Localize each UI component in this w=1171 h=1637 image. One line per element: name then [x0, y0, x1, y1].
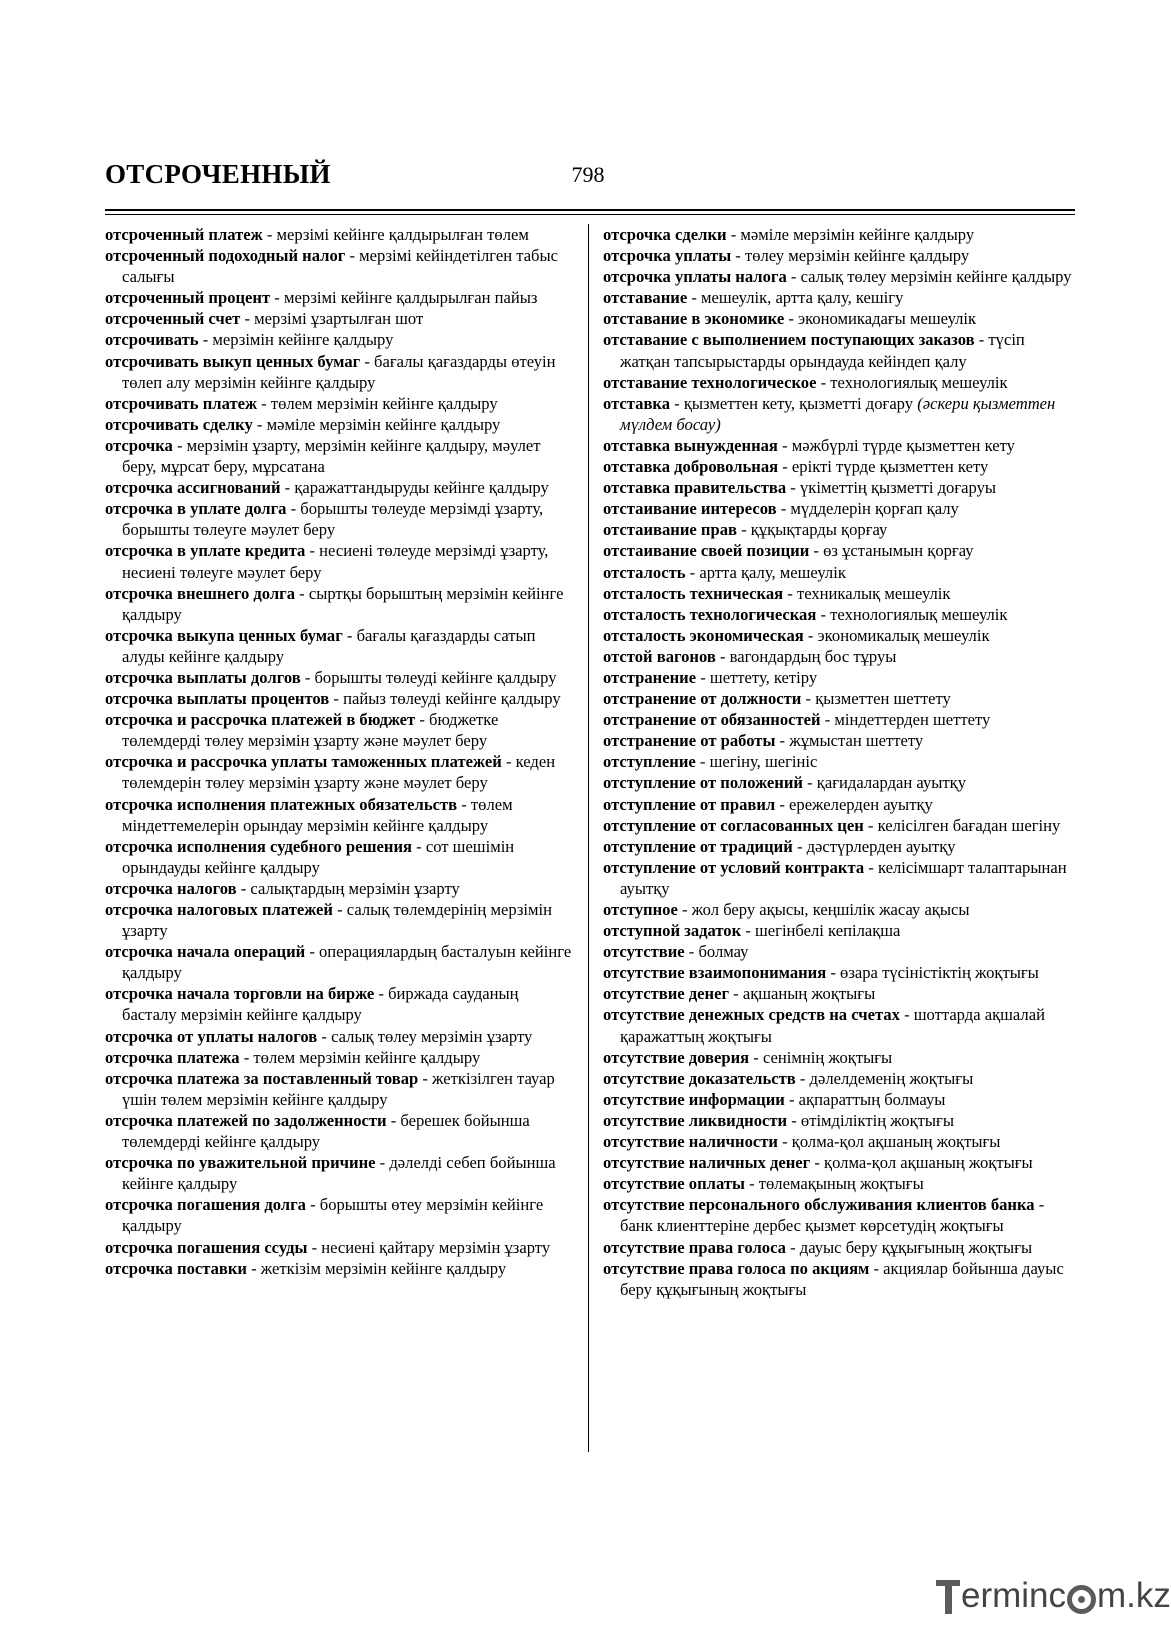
dictionary-entry — [603, 1004, 1075, 1046]
entry-term: отсрочка исполнения судебного решения — [105, 836, 412, 856]
dictionary-entry — [603, 329, 1075, 371]
dictionary-entry — [603, 857, 1075, 899]
entry-definition: - салық төлеу мерзімін кейінге қалдыру — [786, 267, 1072, 287]
dictionary-entry — [603, 372, 1075, 393]
left-column — [105, 224, 577, 1279]
dictionary-entry — [105, 540, 577, 582]
dictionary-entry — [603, 625, 1075, 646]
dictionary-entry — [603, 604, 1075, 625]
header-rule-thick — [105, 209, 1075, 211]
entry-term: отсрочка платежа — [105, 1047, 240, 1067]
entry-term: отстранение от должности — [603, 689, 802, 709]
entry-term: отсрочка платежа за поставленный товар — [105, 1068, 419, 1088]
entry-definition: - мешеулік, артта қалу, кешігу — [687, 288, 904, 308]
dictionary-entry — [105, 1068, 577, 1110]
entry-term: отсутствие — [603, 942, 685, 962]
entry-definition: - құқықтарды қорғау — [736, 520, 888, 540]
entry-definition: - өтімділіктің жоқтығы — [787, 1110, 955, 1130]
dictionary-entry — [105, 287, 577, 308]
entry-definition: - артта қалу, мешеулік — [685, 562, 846, 582]
entry-definition: - борышты өтеу мерзімін кейінге қалдыру — [122, 1195, 544, 1236]
dictionary-entry — [105, 1258, 577, 1279]
entry-term: отступление от правил — [603, 794, 776, 814]
entry-definition: - пайыз төлеуді кейінге қалдыру — [329, 689, 561, 709]
entry-term: отсутствие права голоса — [603, 1237, 786, 1257]
dictionary-entry — [603, 962, 1075, 983]
entry-term: отступное — [603, 900, 678, 919]
dictionary-entry — [105, 329, 577, 350]
entry-term: отставание технологическое — [603, 372, 817, 392]
entry-term: отставание — [603, 288, 688, 308]
dictionary-entry — [603, 498, 1075, 519]
entry-definition: - жеткізім мерзімін кейінге қалдыру — [246, 1258, 507, 1278]
entry-definition: - төлеу мерзімін кейінге қалдыру — [731, 246, 970, 266]
entry-term: отступной задаток — [603, 921, 742, 941]
entry-definition: - техникалық мешеулік — [783, 583, 951, 603]
entry-term: отсрочка в уплате долга — [105, 499, 287, 519]
entry-note: (әскери қызметтен мүлдем босау) — [620, 393, 1056, 434]
entry-definition: - несиені қайтару мерзімін ұзарту — [307, 1237, 551, 1257]
entry-term: отсрочка по уважительной причине — [105, 1153, 376, 1173]
entry-definition: - түсіп жатқан тапсырыстарды орындауда кейіндеп қалу — [620, 330, 1025, 371]
entry-term: отсутствие информации — [603, 1089, 785, 1109]
entry-term: отсутствие права голоса по акциям — [603, 1258, 870, 1278]
entry-term: отсрочка платежей по задолженности — [105, 1110, 387, 1130]
watermark-text-end: m.kz — [1097, 1576, 1171, 1615]
dictionary-entry — [603, 540, 1075, 561]
termincom-watermark-logo — [936, 1570, 1171, 1622]
entry-term: отсрочка выкупа ценных бумаг — [105, 625, 343, 645]
dictionary-entry — [105, 688, 577, 709]
entry-term: отставание в экономике — [603, 309, 785, 329]
dictionary-entry — [603, 815, 1075, 836]
entry-term: отсрочка внешнего долга — [105, 583, 296, 603]
entry-definition: - мерзімі ұзартылған шот — [240, 309, 424, 329]
entry-term: отставка добровольная — [603, 457, 779, 477]
entry-definition: - ақпараттың болмауы — [784, 1089, 946, 1109]
entry-definition: - қолма-қол ақшаның жоқтығы — [777, 1132, 1001, 1152]
entry-term: отсутствие доверия — [603, 1047, 750, 1067]
watermark-o-glyph — [1067, 1585, 1096, 1614]
entry-definition: - берешек бойынша төлемдерді кейінге қалдыру — [122, 1110, 530, 1152]
entry-term: отсрочивать выкуп ценных бумаг — [105, 351, 361, 371]
dictionary-entry — [105, 836, 577, 878]
entry-definition: - жол беру ақысы, кеңшілік жасау ақысы — [677, 900, 970, 919]
dictionary-entry — [105, 878, 577, 899]
dictionary-entry — [105, 667, 577, 688]
entry-definition: - болмау — [684, 942, 749, 962]
dictionary-entry — [603, 456, 1075, 477]
dictionary-entry — [105, 414, 577, 435]
entry-term: отсрочка погашения долга — [105, 1195, 306, 1215]
dictionary-entry — [105, 709, 577, 751]
entry-definition: - несиені төлеуде мерзімді ұзарту, несиені төлеуге мәулет беру — [122, 541, 549, 582]
entry-definition: - дәлелдеменің жоқтығы — [795, 1068, 974, 1088]
entry-term: отсутствие наличных денег — [603, 1153, 811, 1173]
dictionary-entry — [603, 1068, 1075, 1089]
dictionary-entry — [603, 794, 1075, 815]
entry-term: отстаивание своей позиции — [603, 541, 810, 561]
header-rule-thin — [105, 214, 1075, 215]
entry-term: отсрочка — [105, 435, 173, 455]
entry-definition: - дәстүрлерден ауытқу — [792, 836, 956, 856]
entry-term: отсталость технологическая — [603, 604, 817, 624]
entry-term: отстранение от работы — [603, 731, 776, 751]
entry-term: отставка — [603, 393, 671, 413]
dictionary-entry — [105, 1194, 577, 1236]
entry-term: отсроченный счет — [105, 309, 241, 329]
dictionary-entry — [603, 1194, 1075, 1236]
dictionary-entry — [603, 1131, 1075, 1152]
dictionary-entry — [105, 583, 577, 625]
entry-term: отступление от согласованных цен — [603, 815, 864, 835]
entry-term: отстранение от обязанностей — [603, 710, 821, 730]
dictionary-entry — [105, 224, 577, 245]
entry-definition: - салықтардың мерзімін ұзарту — [236, 878, 460, 898]
dictionary-entry — [603, 245, 1075, 266]
entry-definition: - салық төлемдерінің мерзімін ұзарту — [122, 900, 552, 941]
entry-definition: - борышты төлеуді кейінге қалдыру — [300, 667, 557, 687]
dictionary-entry — [105, 899, 577, 941]
dictionary-entry — [603, 287, 1075, 308]
dictionary-entry — [603, 1047, 1075, 1068]
entry-definition: - өзара түсіністіктің жоқтығы — [826, 963, 1039, 983]
dictionary-entry — [603, 667, 1075, 688]
entry-definition: - экономикадағы мешеулік — [784, 309, 977, 329]
entry-term: отсрочка ассигнований — [105, 478, 281, 498]
entry-definition: - операциялардың басталуын кейінге қалдыру — [122, 942, 572, 983]
dictionary-entry — [105, 308, 577, 329]
entry-term: отсрочка поставки — [105, 1258, 247, 1278]
dictionary-entry — [105, 941, 577, 983]
entry-term: отставание с выполнением поступающих заказов — [603, 330, 975, 350]
entry-term: отсутствие персонального обслуживания клиентов банка — [603, 1195, 1035, 1215]
entry-term: отсрочка выплаты процентов — [105, 689, 330, 709]
watermark-t-glyph — [936, 1578, 960, 1614]
entry-term: отсрочивать — [105, 330, 199, 350]
entry-definition: - ерікті түрде қызметтен кету — [778, 457, 989, 477]
entry-term: отсталость — [603, 562, 686, 582]
entry-definition: - технологиялық мешеулік — [816, 604, 1008, 624]
entry-term: отсталость экономическая — [603, 625, 804, 645]
entry-definition: - қызметтен шеттету — [801, 689, 951, 709]
dictionary-entry — [105, 625, 577, 667]
entry-term: отстаивание прав — [603, 520, 737, 540]
entry-term: отсроченный платеж — [105, 225, 263, 244]
entry-definition: - салық төлеу мерзімін ұзарту — [317, 1026, 533, 1046]
dictionary-entry — [603, 836, 1075, 857]
entry-term: отступление от традиций — [603, 836, 793, 856]
entry-term: отсутствие наличности — [603, 1132, 778, 1152]
entry-definition: - мерзімі кейінге қалдырылған төлем — [262, 225, 529, 244]
entry-definition: - экономикалық мешеулік — [803, 625, 990, 645]
entry-term: отсталость техническая — [603, 583, 784, 603]
dictionary-entry — [105, 393, 577, 414]
dictionary-entry — [105, 1026, 577, 1047]
entry-definition: - дауыс беру құқығының жоқтығы — [785, 1237, 1033, 1257]
dictionary-entry — [105, 1110, 577, 1152]
dictionary-entry — [603, 941, 1075, 962]
entry-definition: - қағидалардан ауытқу — [802, 773, 966, 793]
page-header-word: ОТСРОЧЕННЫЙ — [105, 159, 331, 189]
entry-term: отсрочка уплаты — [603, 246, 732, 266]
entry-definition: - қызметтен кету, қызметті доғару — [670, 393, 918, 413]
dictionary-entry — [603, 1237, 1075, 1258]
entry-term: отстой вагонов — [603, 646, 716, 666]
entry-term: отсрочка в уплате кредита — [105, 541, 306, 561]
entry-term: отсроченный процент — [105, 288, 271, 308]
entry-definition: - мерзімін ұзарту, мерзімін кейінге қалдыру, мәулет беру, мұрсат беру, мұрсатана — [122, 435, 541, 477]
entry-definition: - ақшаның жоқтығы — [729, 984, 876, 1004]
dictionary-entry — [603, 709, 1075, 730]
entry-term: отсутствие оплаты — [603, 1174, 745, 1194]
dictionary-entry — [603, 308, 1075, 329]
entry-definition: - жұмыстан шеттету — [775, 731, 924, 751]
entry-term: отсрочка сделки — [603, 225, 727, 244]
entry-term: отступление — [603, 752, 696, 772]
entry-term: отсутствие доказательств — [603, 1068, 796, 1088]
entry-definition: - мүдделерін қорғап қалу — [776, 499, 959, 519]
entry-definition: - технологиялық мешеулік — [816, 372, 1008, 392]
right-column — [603, 224, 1075, 1300]
entry-term: отставка вынужденная — [603, 435, 778, 455]
entry-term: отсрочка налогов — [105, 878, 237, 898]
entry-definition: - акциялар бойынша дауыс беру құқығының жоқтығы — [620, 1258, 1064, 1299]
dictionary-entry — [603, 983, 1075, 1004]
entry-term: отсрочивать платеж — [105, 393, 258, 413]
entry-definition: - төлемақының жоқтығы — [744, 1174, 924, 1194]
dictionary-entry — [603, 1089, 1075, 1110]
entry-definition: - мәміле мерзімін кейінге қалдыру — [726, 225, 975, 244]
dictionary-entry — [105, 498, 577, 540]
dictionary-entry — [105, 435, 577, 477]
dictionary-entry — [105, 1237, 577, 1258]
dictionary-entry — [105, 983, 577, 1025]
entry-term: отстаивание интересов — [603, 499, 777, 519]
entry-definition: - кеден төлемдерін төлеу мерзімін ұзарту және мәулет беру — [122, 752, 556, 793]
entry-definition: - сенімнің жоқтығы — [749, 1047, 893, 1067]
dictionary-entry — [603, 519, 1075, 540]
entry-definition: - борышты төлеуде мерзімді ұзарту, борышты төлеуге мәулет беру — [122, 499, 544, 540]
dictionary-entry — [105, 1152, 577, 1194]
dictionary-entry — [603, 224, 1075, 245]
dictionary-entry — [603, 583, 1075, 604]
entry-definition: - мәжбүрлі түрде қызметтен кету — [777, 435, 1015, 455]
entry-definition: - банк клиенттеріне дербес қызмет көрсетудің жоқтығы — [620, 1195, 1045, 1236]
entry-definition: - үкіметтің қызметті доғаруы — [786, 478, 997, 498]
entry-definition: - шеттету, кетіру — [696, 667, 818, 687]
entry-definition: - дәлелді себеп бойынша кейінге қалдыру — [122, 1153, 556, 1194]
entry-term: отступление от условий контракта — [603, 857, 865, 877]
dictionary-entry — [603, 266, 1075, 287]
entry-definition: - сот шешімін орындауды кейінге қалдыру — [122, 836, 515, 877]
entry-term: отсрочка начала торговли на бирже — [105, 984, 375, 1004]
entry-term: отсрочка от уплаты налогов — [105, 1026, 318, 1046]
entry-definition: - бағалы қағаздарды сатып алуды кейінге қалдыру — [122, 625, 536, 666]
entry-term: отсрочка выплаты долгов — [105, 667, 301, 687]
entry-definition: - бюджетке төлемдерді төлеу мерзімін ұзарту және мәулет беру — [122, 710, 499, 751]
dictionary-entry — [603, 435, 1075, 456]
entry-definition: - келісімшарт талаптарынан ауытқу — [620, 857, 1067, 898]
entry-definition: - мәміле мерзімін кейінге қалдыру — [252, 414, 501, 434]
entry-definition: - жеткізілген тауар үшін төлем мерзімін кейінге қалдыру — [122, 1068, 555, 1109]
entry-term: отсрочивать сделку — [105, 414, 253, 434]
entry-definition: - мерзімі кейінге қалдырылған пайыз — [270, 288, 538, 308]
entry-definition: - биржада сауданың басталу мерзімін кейінге қалдыру — [122, 984, 519, 1025]
dictionary-entry — [603, 751, 1075, 772]
dictionary-entry — [105, 351, 577, 393]
column-divider — [588, 224, 589, 1452]
dictionary-entry — [603, 772, 1075, 793]
entry-definition: - шегінбелі кепілақша — [741, 921, 901, 941]
dictionary-entry — [105, 794, 577, 836]
entry-term: отсутствие взаимопонимания — [603, 963, 827, 983]
entry-term: отсрочка начала операций — [105, 942, 306, 962]
dictionary-entry — [603, 899, 1075, 920]
entry-term: отсроченный подоходный налог — [105, 246, 346, 266]
dictionary-entry — [603, 920, 1075, 941]
dictionary-entry — [603, 1110, 1075, 1131]
page-number: 798 — [571, 162, 605, 187]
entry-definition: - мерзімін кейінге қалдыру — [198, 330, 394, 350]
dictionary-entry — [603, 393, 1075, 435]
dictionary-entry — [105, 245, 577, 287]
entry-definition: - бағалы қағаздарды өтеуін төлеп алу мерзімін кейінге қалдыру — [122, 351, 556, 392]
entry-term: отсутствие ликвидности — [603, 1110, 788, 1130]
entry-term: отсрочка и рассрочка платежей в бюджет — [105, 710, 416, 730]
entry-definition: - мерзімі кейіндетілген табыс салығы — [122, 246, 559, 287]
entry-term: отсрочка исполнения платежных обязательств — [105, 794, 458, 814]
dictionary-entry — [603, 688, 1075, 709]
entry-definition: - қаражаттандыруды кейінге қалдыру — [280, 478, 549, 498]
dictionary-entry — [603, 1258, 1075, 1300]
dictionary-entry — [603, 730, 1075, 751]
entry-definition: - міндеттерден шеттету — [820, 710, 991, 730]
entry-definition: - келісілген бағадан шегіну — [863, 815, 1061, 835]
entry-term: отставка правительства — [603, 478, 787, 498]
entry-term: отступление от положений — [603, 773, 803, 793]
entry-term: отсутствие денег — [603, 984, 730, 1004]
dictionary-entry — [603, 646, 1075, 667]
entry-definition: - шоттарда ақшалай қаражаттың жоқтығы — [620, 1005, 1045, 1046]
entry-term: отсрочка налоговых платежей — [105, 900, 333, 919]
entry-definition: - өз ұстанымын қорғау — [809, 541, 974, 561]
dictionary-entry — [603, 1152, 1075, 1173]
dictionary-entry — [105, 1047, 577, 1068]
entry-term: отсутствие денежных средств на счетах — [603, 1005, 900, 1025]
entry-definition: - шегіну, шегініс — [695, 752, 818, 772]
dictionary-entry — [603, 562, 1075, 583]
entry-term: отстранение — [603, 667, 697, 687]
dictionary-entry — [105, 751, 577, 793]
entry-definition: - төлем мерзімін кейінге қалдыру — [257, 393, 498, 413]
entry-definition: - төлем міндеттемелерін орындау мерзімін кейінге қалдыру — [122, 794, 513, 835]
entry-term: отсрочка погашения ссуды — [105, 1237, 308, 1257]
dictionary-entry — [105, 477, 577, 498]
entry-definition: - сыртқы борыштың мерзімін кейінге қалдыру — [122, 583, 564, 624]
entry-term: отсрочка и рассрочка уплаты таможенных платежей — [105, 752, 502, 772]
entry-definition: - ережелерден ауытқу — [775, 794, 933, 814]
watermark-text-middle: erminc — [961, 1576, 1067, 1615]
entry-definition: - қолма-қол ақшаның жоқтығы — [810, 1153, 1033, 1173]
dictionary-entry — [603, 1173, 1075, 1194]
entry-term: отсрочка уплаты налога — [603, 267, 787, 287]
dictionary-entry — [603, 477, 1075, 498]
entry-definition: - төлем мерзімін кейінге қалдыру — [239, 1047, 481, 1067]
entry-definition: - вагондардың бос тұруы — [715, 646, 897, 666]
